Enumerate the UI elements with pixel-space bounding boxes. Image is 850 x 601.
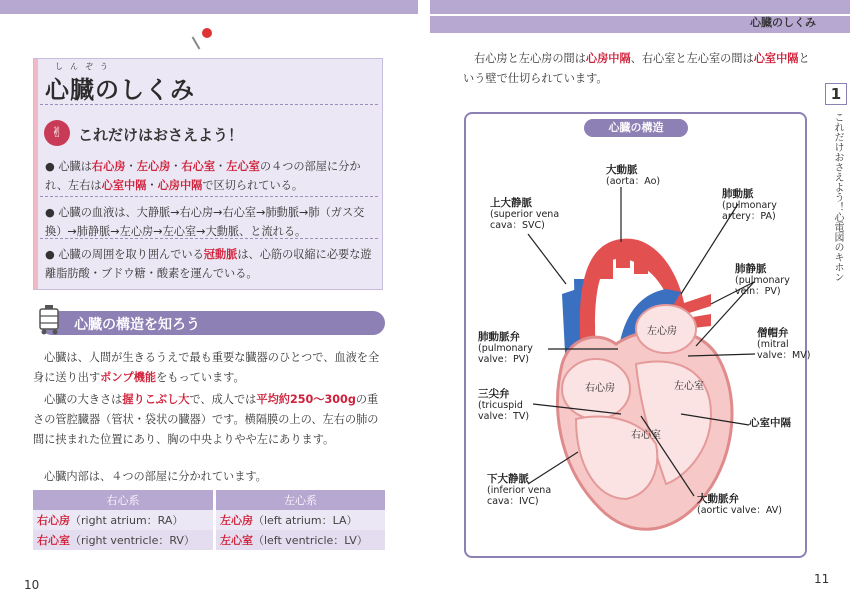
label-ventricular-septum: 心室中隔 [749, 417, 791, 429]
running-head: 心臓のしくみ [750, 16, 816, 29]
bullet-divider [40, 238, 378, 239]
intro-paragraph: 右心房と左心房の間は心房中隔、右心室と左心室の間は心室中隔という壁で仕切られています。 [463, 52, 810, 85]
table-cell: 左心室（left ventricle：LV） [214, 530, 385, 550]
table-row [33, 510, 385, 530]
paragraph-2: 心臓の大きさは握りこぶし大で、成人では平均約250〜300gの重さの管腔臓器（管状・袋状の臓器）です。横隔膜の上の、左右の肺の間に挟まれた位置にあり、胸の中央よりやや左にあります。 [33, 393, 379, 446]
paragraph-1: 心臓は、人間が生きるうえで最も重要な臓器のひとつで、血液を全身に送り出すポンプ機能をもっています。 [33, 351, 380, 384]
pushpin-icon [202, 28, 212, 38]
table-cell: 右心房（right atrium：RA） [33, 510, 214, 530]
figure-title: 心臓の構造 [584, 119, 688, 137]
chapter-number: 1 [825, 83, 847, 105]
label-left-ventricle: 左心室 [674, 381, 704, 392]
bullet-divider [40, 196, 378, 197]
label-aortic-valve: 大動脈弁 (aortic valve：AV) [697, 493, 782, 516]
label-ivc: 下大静脈 (inferior vena cava：IVC) [487, 473, 552, 507]
table-cell: 右心室（right ventricle：RV） [33, 530, 214, 550]
header-band-left [0, 0, 418, 14]
label-pulmonary-valve: 肺動脈弁 (pulmonary valve：PV) [478, 331, 533, 365]
bullet-2: ● 心臓の血液は、大静脈→右心房→右心室→肺動脈→肺（ガス交換）→肺静脈→左心房→左心室→大動脈、と流れる。 [45, 206, 365, 238]
key-points-heading: これだけはおさえよう！ [78, 126, 244, 144]
bullet-1: ● 心臓は右心房・左心房・右心室・左心室の４つの部屋に分かれ、左右は心室中隔・心房中隔で区切られている。 [45, 160, 361, 192]
label-tricuspid-valve: 三尖弁 (tricuspid valve：TV) [478, 388, 530, 422]
chapter-side-title: これだけおさえよう！心電図のキホン [832, 112, 843, 282]
label-svc: 上大静脈 (superior vena cava：SVC) [490, 197, 560, 231]
title-ruby: しんぞう [55, 62, 115, 71]
pin-needle [192, 36, 201, 49]
label-left-atrium: 左心房 [647, 326, 677, 337]
label-pulmonary-vein: 肺静脈 (pulmonary vein：PV) [735, 263, 790, 297]
medical-cart-icon [36, 303, 64, 335]
ok-hand-icon: ✌ [44, 120, 70, 146]
title-divider [40, 104, 378, 105]
section-title: 心臓の構造を知ろう [74, 317, 200, 333]
label-right-atrium: 右心房 [585, 383, 615, 394]
table-header: 右心系 [33, 490, 214, 510]
label-mitral-valve: 僧帽弁 (mitral valve：MV) [757, 327, 811, 361]
page-title: 心臓のしくみ [45, 76, 195, 104]
label-pulmonary-artery: 肺動脈 (pulmonary artery：PA) [722, 188, 777, 222]
table-header: 左心系 [214, 490, 385, 510]
paragraph-3: 心臓内部は、４つの部屋に分かれています。 [44, 470, 267, 483]
table-row [33, 530, 385, 550]
label-right-ventricle: 右心室 [631, 430, 661, 441]
label-aorta: 大動脈 (aorta：Ao) [606, 164, 661, 187]
chambers-table [33, 490, 385, 550]
bullet-3: ● 心臓の周囲を取り囲んでいる冠動脈は、心筋の収縮に必要な遊離脂肪酸・ブドウ糖・酸素を運んでいる。 [45, 248, 372, 280]
table-cell: 左心房（left atrium：LA） [214, 510, 385, 530]
page-number-right: 11 [814, 572, 830, 586]
page-number-left: 10 [24, 578, 40, 592]
